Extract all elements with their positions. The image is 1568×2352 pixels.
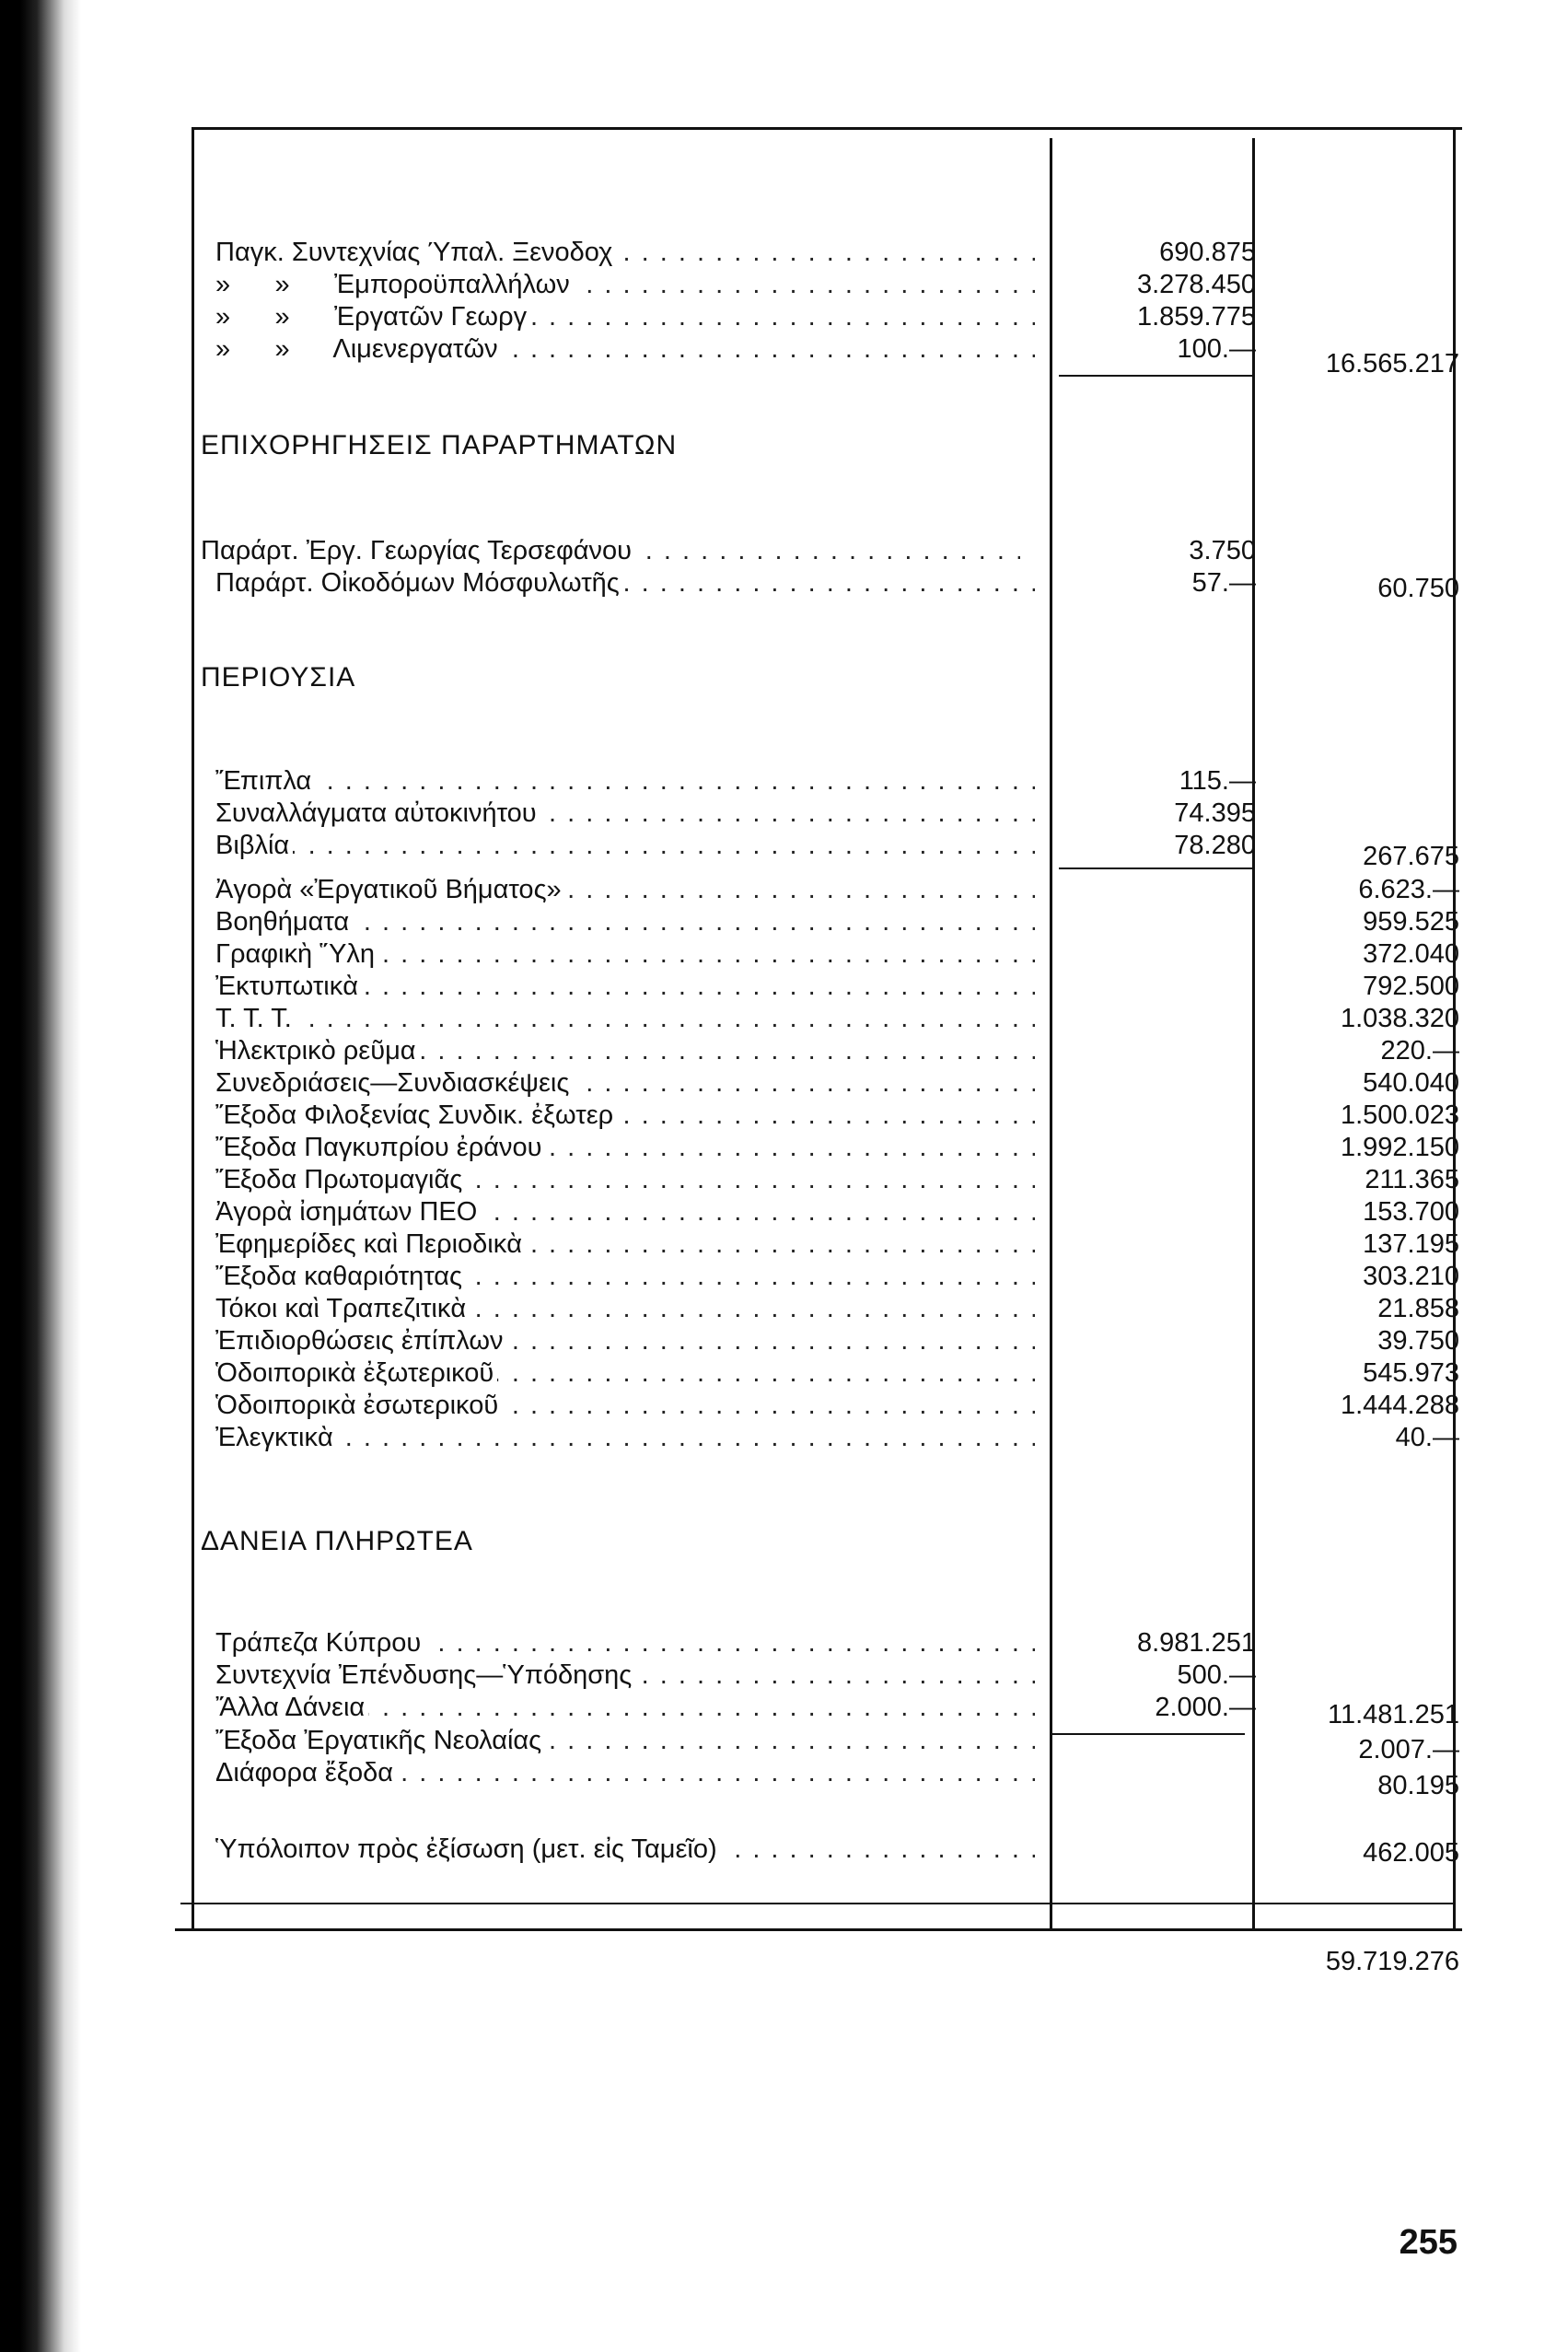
row-subtotal: 1.444.288 <box>1340 1391 1459 1420</box>
grand-total-row <box>0 1945 1568 1978</box>
table-row <box>0 1260 1568 1293</box>
row-amount <box>1081 1034 1256 1067</box>
table-row <box>0 1756 1568 1800</box>
row-label: Ἄλλα Δάνεια <box>215 1693 368 1722</box>
row-label: Ἔξοδα Ἐργατικῆς Νεολαίας <box>215 1726 545 1755</box>
row-amount <box>1081 1002 1256 1035</box>
row-subtotal: 1.500.023 <box>1340 1100 1459 1130</box>
table-row <box>0 236 1568 269</box>
row-subtotal: 959.525 <box>1363 907 1459 937</box>
table-row <box>0 970 1568 1003</box>
row-label: Ἀγορὰ «Ἐργατικοῦ Βήματος» <box>215 875 565 904</box>
table-row <box>0 797 1568 830</box>
table-row <box>0 534 1568 567</box>
row-subtotal <box>1275 236 1459 269</box>
row-subtotal: 11.481.251 <box>1328 1700 1459 1729</box>
row-subtotal: 220.— <box>1380 1036 1459 1065</box>
row-amount <box>1081 1324 1256 1357</box>
row-subtotal: 792.500 <box>1363 972 1459 1001</box>
row-subtotal <box>1275 268 1459 301</box>
row-label: Παράρτ. Ἐργ. Γεωργίας Τερσεφάνου <box>201 536 635 565</box>
table-row <box>0 1421 1568 1454</box>
row-amount: 500.— <box>1177 1660 1256 1690</box>
table-row <box>0 1356 1568 1390</box>
row-label: Συναλλάγματα αὐτοκινήτου <box>215 798 540 828</box>
row-label: Βιβλία <box>215 831 293 860</box>
row-amount: 1.859.775 <box>1136 302 1256 332</box>
table-row <box>0 1324 1568 1357</box>
row-subtotal: 545.973 <box>1363 1358 1459 1388</box>
row-subtotal: 2.007.— <box>1358 1735 1459 1764</box>
row-label: Ἔξοδα Φιλοξενίας Συνδικ. ἐξωτερ <box>215 1100 617 1130</box>
table-row <box>0 1066 1568 1100</box>
table-row <box>0 1195 1568 1228</box>
row-label: Ἐκτυπωτικὰ <box>215 972 362 1001</box>
row-label: » » Ἐργατῶν Γεωργ <box>215 302 530 332</box>
section-heading: ΕΠΙΧΟΡΗΓΗΣΕΙΣ ΠΑΡΑΡΤΗΜΑΤΩΝ <box>201 430 678 460</box>
row-subtotal: 1.992.150 <box>1340 1133 1459 1162</box>
table-row <box>0 1389 1568 1422</box>
table-row <box>0 268 1568 301</box>
table-row <box>0 1099 1568 1132</box>
row-subtotal <box>1275 764 1459 798</box>
table-row <box>0 300 1568 333</box>
row-subtotal <box>1275 300 1459 333</box>
table-row <box>0 1002 1568 1035</box>
row-label: Παράρτ. Οἰκοδόμων Μόσφυλωτῆς <box>215 568 623 598</box>
table-top-rule <box>192 127 1462 130</box>
sum-rule <box>1059 375 1252 377</box>
row-amount <box>1081 1099 1256 1132</box>
table-bottom-rule <box>175 1928 1462 1931</box>
row-amount <box>1081 1356 1256 1390</box>
row-amount <box>1081 1421 1256 1454</box>
row-subtotal: 6.623.— <box>1358 875 1459 904</box>
table-row <box>0 937 1568 971</box>
row-amount <box>1081 873 1256 906</box>
table-row <box>0 764 1568 798</box>
row-subtotal: 540.040 <box>1363 1068 1459 1098</box>
row-label: Ἐφημερίδες καὶ Περιοδικὰ <box>215 1229 526 1259</box>
row-amount <box>1081 1163 1256 1196</box>
sum-rule <box>1059 867 1252 869</box>
row-amount <box>1081 1195 1256 1228</box>
row-label: Ἔξοδα Παγκυπρίου ἐράνου <box>215 1133 545 1162</box>
row-subtotal: 372.040 <box>1363 939 1459 969</box>
row-label: Συνεδριάσεις—Συνδιασκέψεις <box>215 1068 573 1098</box>
row-label: Συντεχνία Ἐπένδυσης—Ὑπόδησης <box>215 1660 635 1690</box>
row-amount: 690.875 <box>1159 238 1256 267</box>
row-label: » » Ἐμποροϋπαλλήλων <box>215 270 574 299</box>
row-label: Διάφορα ἔξοδα <box>215 1758 397 1787</box>
row-label: Ἀγορὰ ἰσημάτων ΠΕΟ <box>215 1197 481 1227</box>
table-row <box>0 1724 1568 1764</box>
table-row <box>0 1163 1568 1196</box>
row-subtotal: 16.565.217 <box>1325 349 1459 378</box>
table-row <box>0 332 1568 378</box>
row-subtotal: 1.038.320 <box>1340 1004 1459 1033</box>
row-subtotal: 21.858 <box>1377 1294 1459 1323</box>
table-row <box>0 1034 1568 1067</box>
total-separator-rule <box>180 1903 1453 1904</box>
row-amount: 100.— <box>1177 334 1256 364</box>
row-amount: 115.— <box>1179 766 1256 796</box>
row-subtotal <box>1275 534 1459 567</box>
table-row <box>0 873 1568 906</box>
row-label: Τόκοι καὶ Τραπεζιτικὰ <box>215 1294 470 1323</box>
row-amount <box>1081 937 1256 971</box>
table-row <box>0 1659 1568 1692</box>
row-label: Ἡλεκτρικὸ ρεῦμα <box>215 1036 420 1065</box>
table-row <box>0 1292 1568 1325</box>
row-amount <box>1081 1260 1256 1293</box>
row-label: Βοηθήματα <box>215 907 353 937</box>
section-heading: ΔΑΝΕΙΑ ΠΛΗΡΩΤΕΑ <box>201 1526 473 1556</box>
row-label: Ἔξοδα καθαριότητας <box>215 1262 466 1291</box>
table-row <box>0 1833 1568 1866</box>
row-subtotal <box>1275 797 1459 830</box>
row-amount: 78.280 <box>1174 831 1256 860</box>
table-row <box>0 829 1568 871</box>
row-label: Γραφικὴ Ὕλη <box>215 939 378 969</box>
row-subtotal: 462.005 <box>1363 1838 1459 1868</box>
table-row <box>0 566 1568 603</box>
row-amount: 3.278.450 <box>1136 270 1256 299</box>
section-heading: ΠΕΡΙΟΥΣΙΑ <box>201 662 356 693</box>
row-subtotal: 303.210 <box>1363 1262 1459 1291</box>
row-subtotal: 39.750 <box>1377 1326 1459 1356</box>
table-row <box>0 1228 1568 1261</box>
page-number: 255 <box>1399 2223 1458 2262</box>
row-amount <box>1081 1389 1256 1422</box>
row-label: Τράπεζα Κύπρου <box>215 1628 424 1658</box>
row-amount <box>1081 1131 1256 1164</box>
row-subtotal: 137.195 <box>1363 1229 1459 1259</box>
row-label: Ἐλεγκτικὰ <box>215 1423 337 1452</box>
row-label: Ὑπόλοιπον πρὸς ἐξίσωση (μετ. εἰς Ταμεῖο) <box>215 1834 721 1864</box>
row-label: Τ. Τ. Τ. <box>215 1004 296 1033</box>
grand-total-value: 59.719.276 <box>1325 1947 1459 1976</box>
row-subtotal: 267.675 <box>1363 842 1459 871</box>
row-label: Ὁδοιπορικὰ ἐξωτερικοῦ <box>215 1358 497 1388</box>
row-subtotal: 40.— <box>1395 1423 1459 1452</box>
row-subtotal: 80.195 <box>1377 1771 1459 1800</box>
row-amount <box>1081 905 1256 938</box>
row-label: » » Λιμενεργατῶν <box>215 334 502 364</box>
row-amount: 3.750 <box>1189 536 1256 565</box>
row-subtotal: 211.365 <box>1365 1165 1459 1194</box>
table-row <box>0 905 1568 938</box>
table-row <box>0 1691 1568 1729</box>
table-row <box>0 1626 1568 1659</box>
row-amount <box>1081 1066 1256 1100</box>
row-amount: 57.— <box>1191 568 1256 598</box>
row-amount <box>1081 1833 1256 1866</box>
row-subtotal: 153.700 <box>1363 1197 1459 1227</box>
row-subtotal <box>1275 1626 1459 1659</box>
row-amount <box>1081 1228 1256 1261</box>
row-label: Παγκ. Συντεχνίας Ύπαλ. Ξενοδοχ <box>215 238 616 267</box>
row-label: Ἐπιδιορθώσεις ἐπίπλων <box>215 1326 507 1356</box>
row-amount: 2.000.— <box>1155 1693 1256 1722</box>
row-label: Ὁδοιπορικὰ ἐσωτερικοῦ <box>215 1391 502 1420</box>
row-amount <box>1081 1724 1256 1757</box>
row-amount: 8.981.251 <box>1136 1628 1256 1658</box>
row-amount: 74.395 <box>1174 798 1256 828</box>
row-subtotal: 60.750 <box>1377 574 1459 603</box>
row-label: Ἔξοδα Πρωτομαγιᾶς <box>215 1165 466 1194</box>
row-subtotal <box>1275 1659 1459 1692</box>
row-amount <box>1081 1756 1256 1789</box>
table-row <box>0 1131 1568 1164</box>
row-amount <box>1081 1292 1256 1325</box>
row-amount <box>1081 970 1256 1003</box>
row-label: Ἔπιπλα <box>215 766 315 796</box>
